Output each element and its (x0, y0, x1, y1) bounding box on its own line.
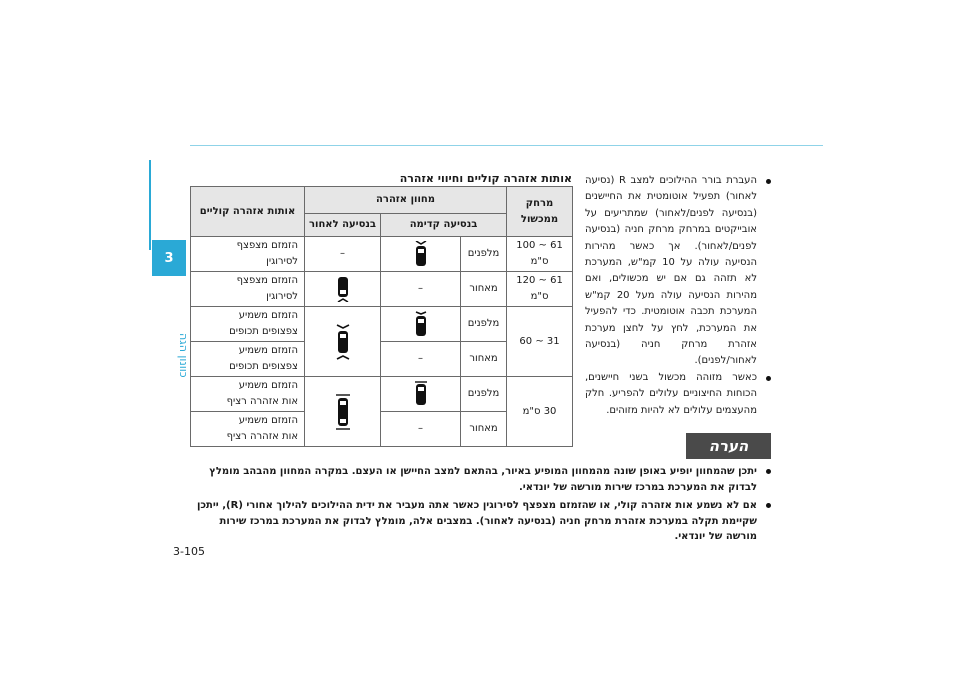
car-both-sides-close-warning-icon (334, 394, 352, 430)
no-indicator: – (418, 283, 424, 294)
bullet-item: כאשר מזוהה מכשול בשני חיישנים, הכוחות החיצוניים עלולים להפריע. חלק מהעצמים עלולים לא להיות מזוהים. (585, 370, 771, 419)
sound-cell: הזמזם מצפצף לסירוגין (191, 272, 305, 307)
object-cell: מלפנים (461, 237, 507, 272)
reverse-icon-cell (305, 377, 381, 447)
car-both-sides-warning-icon (335, 324, 351, 360)
table-row (191, 307, 573, 342)
table-row (191, 377, 573, 412)
bullet-list (585, 173, 771, 419)
no-indicator: – (418, 423, 424, 434)
chapter-bar (149, 160, 151, 250)
bullet-icon (766, 179, 771, 184)
object-cell: מאחור (461, 342, 507, 377)
page-number: 3-105 (173, 545, 205, 558)
object-cell: מאחור (461, 272, 507, 307)
sound-cell: הזמזם מצפצף לסירוגין (191, 237, 305, 272)
warning-table (190, 186, 573, 447)
table-row (191, 237, 573, 272)
sound-cell: הזמזם משמיע אות אזהרה רציף (191, 412, 305, 447)
note-item: יתכן שהמחוון יופיע באופן שונה מהמחוון המופיע באיור, בהתאם למצב החיישן או העצם. במקרה המחוון מהבהב מומלץ לבדוק את המערכת במרכז שירות מורשה של יונדאי. (186, 464, 771, 495)
bullet-item: העברת בורר ההילוכים למצב R (נסיעה לאחור) תפעיל אוטומטית את החיישנים (בנסיעה לפנים/לאחור) שמתריעים על אובייקטים במרחק מרחק חניה (בנסיעה לפנים/לאחור). אך כאשר מהירות הנסיעה עולה על 10 קמ"ש, המערכת לא תזהה גם אם יש מכשולים, ואם מהירות הנסיעה עולה מעל 20 קמ"ש המערכת תכבה אוטומטית. כדי להפעיל את המערכת, לחץ על לחצן מערכת אזהרת מרחק חניה (בנסיעה לאחור/לפנים). (585, 173, 771, 370)
object-cell: מלפנים (461, 307, 507, 342)
distance-cell: 61 ~ 100 ס"מ (507, 237, 573, 272)
no-indicator: – (340, 248, 346, 259)
reverse-icon-cell (305, 237, 381, 272)
chapter-badge: 3 (152, 240, 186, 276)
distance-cell: 30 ס"מ (507, 377, 573, 447)
top-rule (190, 145, 823, 146)
header-speed: מרחק ממכשול (507, 187, 573, 237)
sound-cell: הזמזם משמיע צפצופים תכופים (191, 342, 305, 377)
note-item: אם לא נשמע אות אזהרה קולי, או שהזמזם מצפצף לסירוגין כאשר אתה מעביר את ידית ההילוכים להילוך אחורי (R), ייתכן שקיימת תקלה במערכת אזהרת מרחק חניה (בנסיעה לאחור). במצבים אלה, מומלץ לבדוק את המערכת במרכז שירות מורשה של יונדאי. (186, 498, 771, 545)
bullet-icon (766, 376, 771, 381)
bullet-icon (766, 469, 771, 474)
car-front-warning-icon (414, 381, 428, 407)
forward-icon-cell (381, 237, 461, 272)
reverse-icon-cell (305, 272, 381, 307)
sound-cell: הזמזם משמיע צפצופים תכופים (191, 307, 305, 342)
forward-icon-cell (381, 412, 461, 447)
forward-icon-cell (381, 272, 461, 307)
object-cell: מלפנים (461, 377, 507, 412)
car-front-warning-icon (414, 311, 428, 337)
header-indicator: מחוון אזהרה (305, 187, 507, 214)
bullet-icon (766, 503, 771, 508)
header-forward: בנסיעה קדימה (381, 214, 507, 237)
car-front-warning-icon (415, 241, 427, 267)
object-cell: מאחור (461, 412, 507, 447)
table-title: אותות אזהרה קוליים וחיווי אזהרה (399, 172, 572, 185)
note-badge: הערה (686, 433, 771, 459)
car-rear-warning-icon (337, 276, 349, 302)
table-row (191, 272, 573, 307)
distance-cell: 61 ~ 120 ס"מ (507, 272, 573, 307)
header-reverse: בנסיעה לאחור (305, 214, 381, 237)
distance-cell: 31 ~ 60 (507, 307, 573, 377)
reverse-icon-cell (305, 307, 381, 377)
chapter-side-label: כוונון הגה (177, 332, 190, 378)
forward-icon-cell (381, 307, 461, 342)
header-sound: אותות אזהרה קוליים (191, 187, 305, 237)
forward-icon-cell (381, 342, 461, 377)
sound-cell: הזמזם משמיע אות אזהרה רציף (191, 377, 305, 412)
no-indicator: – (418, 353, 424, 364)
forward-icon-cell (381, 377, 461, 412)
note-list (186, 464, 771, 548)
